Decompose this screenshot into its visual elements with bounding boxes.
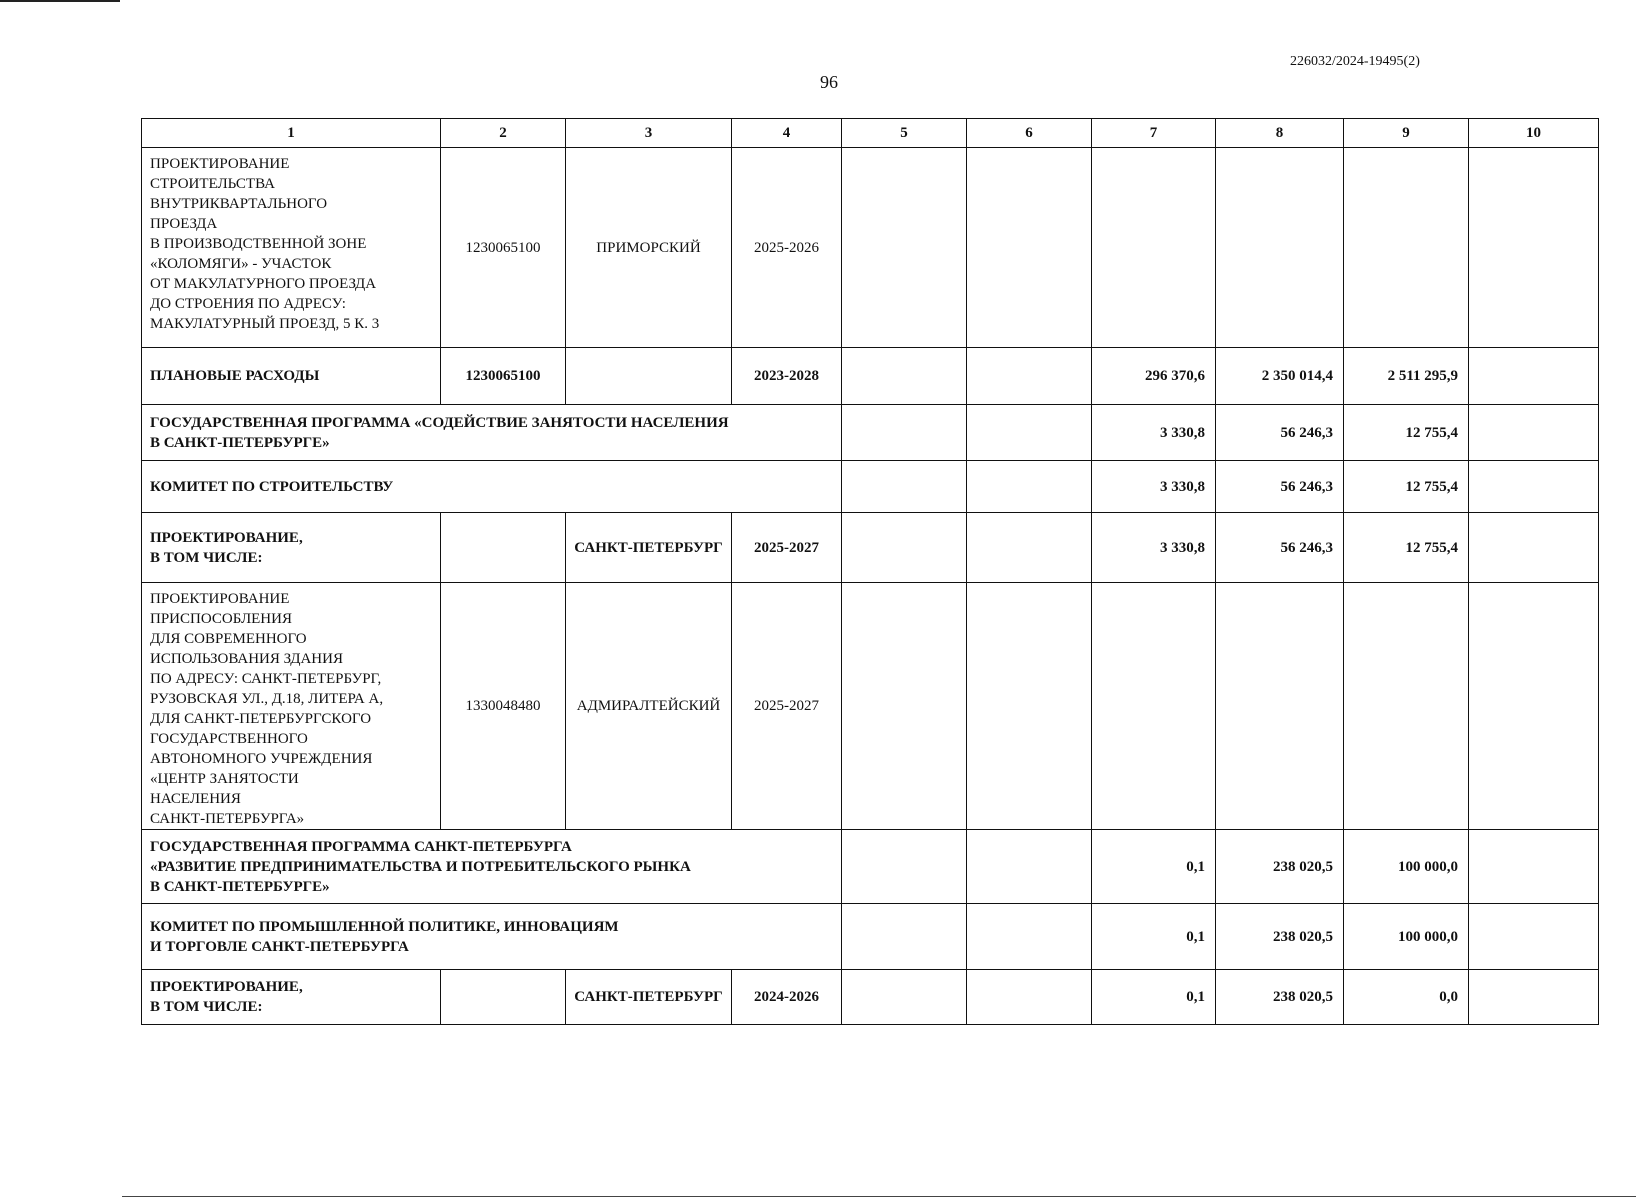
table-row xyxy=(142,348,1599,405)
col6-cell xyxy=(967,148,1092,348)
period-cell: 2023-2028 xyxy=(732,348,842,405)
program-title-cell: ГОСУДАРСТВЕННАЯ ПРОГРАММА «СОДЕЙСТВИЕ ЗАНЯТОСТИ НАСЕЛЕНИЯ В САНКТ-ПЕТЕРБУРГЕ» xyxy=(142,405,842,461)
scan-edge-line xyxy=(122,1196,1636,1197)
table-row xyxy=(142,405,1599,461)
col7-value-cell: 296 370,6 xyxy=(1092,348,1216,405)
col10-cell xyxy=(1469,348,1599,405)
budget-code-cell xyxy=(441,970,566,1025)
item-name-cell: ПРОЕКТИРОВАНИЕ ПРИСПОСОБЛЕНИЯ ДЛЯ СОВРЕМЕННОГО ИСПОЛЬЗОВАНИЯ ЗДАНИЯ ПО АДРЕСУ: САНКТ-ПЕТЕРБУРГ, РУЗОВСКАЯ УЛ., Д.18, ЛИТЕРА А, ДЛЯ САНКТ-ПЕТЕРБУРГСКОГО ГОСУДАРСТВЕННОГО АВТОНОМНОГО УЧРЕЖДЕНИЯ «ЦЕНТР ЗАНЯТОСТИ НАСЕЛЕНИЯ САНКТ-ПЕТЕРБУРГА» xyxy=(142,583,441,830)
period-cell: 2024-2026 xyxy=(732,970,842,1025)
col10-cell xyxy=(1469,970,1599,1025)
col7-value-cell: 3 330,8 xyxy=(1092,461,1216,513)
col7-value-cell: 3 330,8 xyxy=(1092,405,1216,461)
col9-value-cell: 0,0 xyxy=(1344,970,1469,1025)
col6-cell xyxy=(967,405,1092,461)
district-cell xyxy=(566,348,732,405)
col9-value-cell xyxy=(1344,148,1469,348)
col8-value-cell: 56 246,3 xyxy=(1216,461,1344,513)
col9-value-cell: 12 755,4 xyxy=(1344,461,1469,513)
program-title-cell: КОМИТЕТ ПО ПРОМЫШЛЕННОЙ ПОЛИТИКЕ, ИННОВАЦИЯМ И ТОРГОВЛЕ САНКТ-ПЕТЕРБУРГА xyxy=(142,904,842,970)
item-name-cell: ПРОЕКТИРОВАНИЕ, В ТОМ ЧИСЛЕ: xyxy=(142,513,441,583)
col8-value-cell: 238 020,5 xyxy=(1216,904,1344,970)
district-cell: АДМИРАЛТЕЙСКИЙ xyxy=(566,583,732,830)
col10-cell xyxy=(1469,583,1599,830)
col10-cell xyxy=(1469,904,1599,970)
budget-code-cell: 1230065100 xyxy=(441,348,566,405)
budget-code-cell: 1230065100 xyxy=(441,148,566,348)
col6-cell xyxy=(967,461,1092,513)
column-header: 3 xyxy=(566,119,732,148)
table-row xyxy=(142,461,1599,513)
period-cell: 2025-2026 xyxy=(732,148,842,348)
col10-cell xyxy=(1469,513,1599,583)
col5-cell xyxy=(842,405,967,461)
budget-code-cell xyxy=(441,513,566,583)
budget-table xyxy=(141,118,1599,1025)
column-header: 4 xyxy=(732,119,842,148)
table-row xyxy=(142,904,1599,970)
program-title-cell: КОМИТЕТ ПО СТРОИТЕЛЬСТВУ xyxy=(142,461,842,513)
col7-value-cell: 0,1 xyxy=(1092,970,1216,1025)
col8-value-cell: 56 246,3 xyxy=(1216,513,1344,583)
col5-cell xyxy=(842,348,967,405)
item-name-cell: ПРОЕКТИРОВАНИЕ, В ТОМ ЧИСЛЕ: xyxy=(142,970,441,1025)
col9-value-cell: 12 755,4 xyxy=(1344,513,1469,583)
table-body xyxy=(142,148,1599,1025)
item-name-cell: ПЛАНОВЫЕ РАСХОДЫ xyxy=(142,348,441,405)
col7-value-cell: 0,1 xyxy=(1092,830,1216,904)
col6-cell xyxy=(967,348,1092,405)
column-header: 2 xyxy=(441,119,566,148)
district-cell: ПРИМОРСКИЙ xyxy=(566,148,732,348)
col5-cell xyxy=(842,970,967,1025)
col8-value-cell: 56 246,3 xyxy=(1216,405,1344,461)
page-number: 96 xyxy=(820,72,838,92)
period-cell: 2025-2027 xyxy=(732,583,842,830)
col9-value-cell: 2 511 295,9 xyxy=(1344,348,1469,405)
col10-cell xyxy=(1469,461,1599,513)
table-row xyxy=(142,148,1599,348)
district-cell: САНКТ-ПЕТЕРБУРГ xyxy=(566,513,732,583)
column-header: 5 xyxy=(842,119,967,148)
period-cell: 2025-2027 xyxy=(732,513,842,583)
col5-cell xyxy=(842,830,967,904)
col10-cell xyxy=(1469,830,1599,904)
program-title-cell: ГОСУДАРСТВЕННАЯ ПРОГРАММА САНКТ-ПЕТЕРБУРГА «РАЗВИТИЕ ПРЕДПРИНИМАТЕЛЬСТВА И ПОТРЕБИТЕЛЬСКОГО РЫНКА В САНКТ-ПЕТЕРБУРГЕ» xyxy=(142,830,842,904)
col6-cell xyxy=(967,583,1092,830)
col5-cell xyxy=(842,461,967,513)
col5-cell xyxy=(842,904,967,970)
col6-cell xyxy=(967,970,1092,1025)
col9-value-cell: 100 000,0 xyxy=(1344,904,1469,970)
document-number: 226032/2024-19495(2) xyxy=(1290,54,1420,69)
col6-cell xyxy=(967,904,1092,970)
col9-value-cell: 12 755,4 xyxy=(1344,405,1469,461)
column-header: 9 xyxy=(1344,119,1469,148)
col8-value-cell: 2 350 014,4 xyxy=(1216,348,1344,405)
scan-edge-line xyxy=(0,0,120,2)
column-header: 6 xyxy=(967,119,1092,148)
column-header: 10 xyxy=(1469,119,1599,148)
col9-value-cell: 100 000,0 xyxy=(1344,830,1469,904)
table-row xyxy=(142,513,1599,583)
col6-cell xyxy=(967,830,1092,904)
table-row xyxy=(142,970,1599,1025)
column-number-row xyxy=(142,119,1599,148)
table-row xyxy=(142,583,1599,830)
col10-cell xyxy=(1469,405,1599,461)
column-header: 1 xyxy=(142,119,441,148)
col5-cell xyxy=(842,148,967,348)
col7-value-cell: 3 330,8 xyxy=(1092,513,1216,583)
col8-value-cell: 238 020,5 xyxy=(1216,970,1344,1025)
col8-value-cell xyxy=(1216,583,1344,830)
column-header: 8 xyxy=(1216,119,1344,148)
col6-cell xyxy=(967,513,1092,583)
item-name-cell: ПРОЕКТИРОВАНИЕ СТРОИТЕЛЬСТВА ВНУТРИКВАРТАЛЬНОГО ПРОЕЗДА В ПРОИЗВОДСТВЕННОЙ ЗОНЕ «КОЛОМЯГИ» - УЧАСТОК ОТ МАКУЛАТУРНОГО ПРОЕЗДА ДО СТРОЕНИЯ ПО АДРЕСУ: МАКУЛАТУРНЫЙ ПРОЕЗД, 5 К. 3 xyxy=(142,148,441,348)
col8-value-cell xyxy=(1216,148,1344,348)
col5-cell xyxy=(842,513,967,583)
col7-value-cell: 0,1 xyxy=(1092,904,1216,970)
col9-value-cell xyxy=(1344,583,1469,830)
col10-cell xyxy=(1469,148,1599,348)
col7-value-cell xyxy=(1092,583,1216,830)
col8-value-cell: 238 020,5 xyxy=(1216,830,1344,904)
col5-cell xyxy=(842,583,967,830)
table-row xyxy=(142,830,1599,904)
budget-code-cell: 1330048480 xyxy=(441,583,566,830)
col7-value-cell xyxy=(1092,148,1216,348)
district-cell: САНКТ-ПЕТЕРБУРГ xyxy=(566,970,732,1025)
column-header: 7 xyxy=(1092,119,1216,148)
